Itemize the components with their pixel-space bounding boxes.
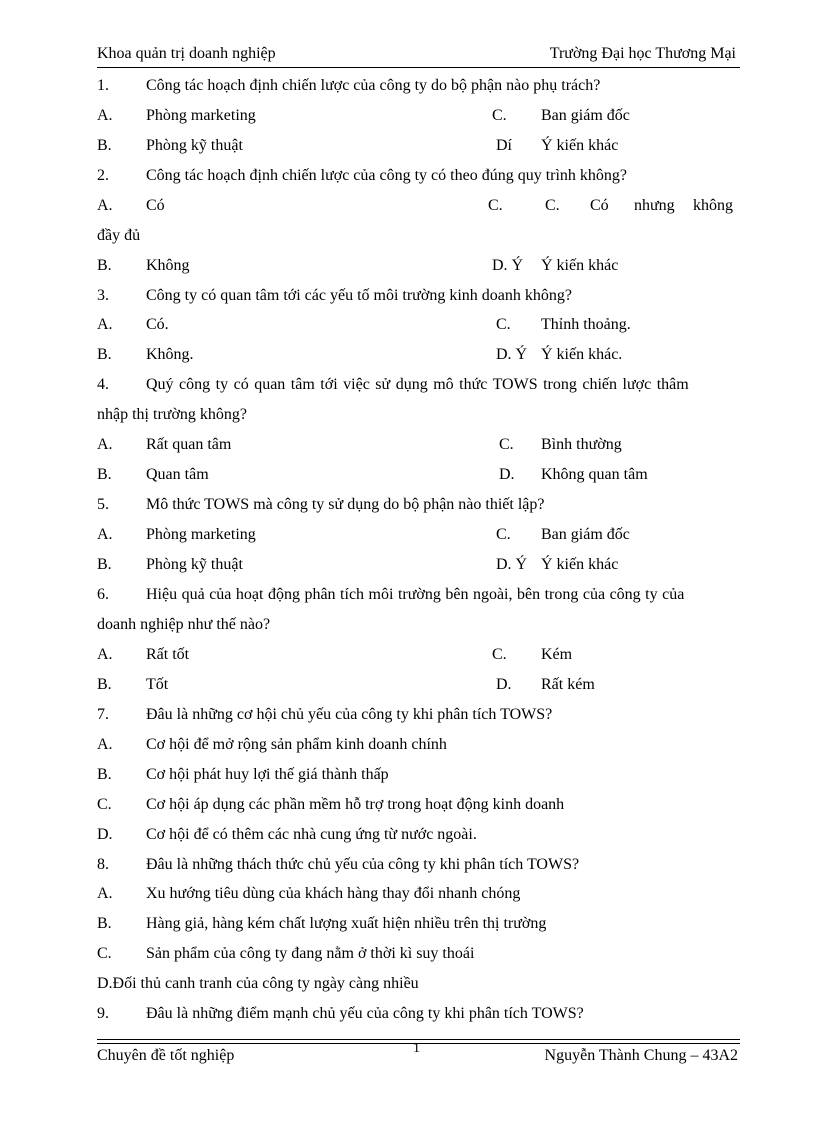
option-text: Kém <box>541 646 573 663</box>
question-number: 1. <box>97 77 109 94</box>
question-number: 4. <box>97 376 109 393</box>
option-text: Bình thường <box>541 436 622 453</box>
question-text: Đâu là những điểm mạnh chủ yếu của công ty khi phân tích TOWS? <box>146 1005 584 1022</box>
option-letter: B. <box>97 676 112 693</box>
option-text: Phòng marketing <box>146 526 256 543</box>
question-text: Mô thức TOWS mà công ty sử dụng do bộ phận nào thiết lập? <box>146 496 545 513</box>
option-text: Cơ hội để mở rộng sản phẩm kinh doanh chính <box>146 736 447 753</box>
option-text: Có. <box>146 316 169 333</box>
option-letter: C. <box>496 526 511 543</box>
option-text: Phòng marketing <box>146 107 256 124</box>
question-continuation: nhập thị trường không? <box>97 406 247 423</box>
question-text: Quý công ty có quan tâm tới việc sử dụng mô thức TOWS trong chiến lược thâm <box>146 376 689 393</box>
question-text: Công tác hoạch định chiến lược của công ty có theo đúng quy trình không? <box>146 167 628 184</box>
option-text: Sản phẩm của công ty đang nằm ở thời kì suy thoái <box>146 945 475 962</box>
footer-rule-top <box>97 1039 740 1040</box>
question-number: 6. <box>97 586 109 603</box>
question-text: Đâu là những cơ hội chủ yếu của công ty khi phân tích TOWS? <box>146 706 553 723</box>
option-letter: D. <box>499 466 515 483</box>
option-letter: B. <box>97 257 112 274</box>
question-text: Đâu là những thách thức chủ yếu của công ty khi phân tích TOWS? <box>146 856 580 873</box>
header-right: Trường Đại học Thương Mại <box>549 45 736 62</box>
question-text: Công tác hoạch định chiến lược của công ty do bộ phận nào phụ trách? <box>146 77 601 94</box>
option-text: không <box>693 197 733 214</box>
option-text: Rất kém <box>541 676 595 693</box>
option-letter: B. <box>97 766 112 783</box>
question-text: Công ty có quan tâm tới các yếu tố môi trường kinh doanh không? <box>146 287 572 304</box>
option-text: Phòng kỹ thuật <box>146 556 243 573</box>
option-letter: D. <box>496 676 512 693</box>
option-letter: A. <box>97 885 113 902</box>
option-text: Có <box>146 197 165 214</box>
option-letter: B. <box>97 556 112 573</box>
question-number: 9. <box>97 1005 109 1022</box>
option-letter: D. <box>97 826 113 843</box>
option-text: Thỉnh thoảng. <box>541 316 631 333</box>
option-text: Rất quan tâm <box>146 436 232 453</box>
option-text: Tốt <box>146 676 169 693</box>
option-letter: C. <box>488 197 503 214</box>
option-letter: B. <box>97 137 112 154</box>
option-letter: A. <box>97 107 113 124</box>
option-text: Ý kiến khác <box>541 556 619 573</box>
option-text: D.Đối thủ canh tranh của công ty ngày càng nhiều <box>97 975 419 992</box>
option-text: Cơ hội áp dụng các phần mềm hỗ trợ trong hoạt động kinh doanh <box>146 796 565 813</box>
option-text: Hàng giả, hàng kém chất lượng xuất hiện nhiều trên thị trường <box>146 915 547 932</box>
option-text: Không. <box>146 346 194 363</box>
option-text: Ý kiến khác <box>541 257 619 274</box>
option-text: Ý kiến khác <box>541 137 619 154</box>
header-left: Khoa quản trị doanh nghiệp <box>97 45 276 62</box>
option-text: Ban giám đốc <box>541 107 630 124</box>
page-number: 1 <box>413 1041 420 1056</box>
option-letter: C. <box>496 316 511 333</box>
option-letter: D. Ý <box>492 257 524 274</box>
question-number: 3. <box>97 287 109 304</box>
option-text: Có <box>590 197 609 214</box>
option-text: Rất tốt <box>146 646 190 663</box>
footer-left: Chuyên đề tốt nghiệp <box>97 1047 235 1064</box>
option-letter: A. <box>97 736 113 753</box>
option-letter: C. <box>97 945 112 962</box>
option-letter: B. <box>97 915 112 932</box>
header-rule <box>97 67 740 68</box>
option-letter: Dí <box>496 137 512 154</box>
question-number: 2. <box>97 167 109 184</box>
question-number: 8. <box>97 856 109 873</box>
option-letter: A. <box>97 436 113 453</box>
option-text: Ý kiến khác. <box>541 346 623 363</box>
question-continuation: doanh nghiệp như thế nào? <box>97 616 271 633</box>
option-letter: A. <box>97 526 113 543</box>
option-letter: C. <box>492 646 507 663</box>
option-letter: C. <box>545 197 560 214</box>
option-letter: D. Ý <box>496 346 528 363</box>
option-text: Xu hướng tiêu dùng của khách hàng thay đổi nhanh chóng <box>146 885 521 902</box>
option-text: Không quan tâm <box>541 466 648 483</box>
option-text: Không <box>146 257 190 274</box>
option-continuation: đầy đủ <box>97 227 141 244</box>
option-letter: B. <box>97 346 112 363</box>
option-text: Cơ hội để có thêm các nhà cung ứng từ nước ngoài. <box>146 826 477 843</box>
option-text: Cơ hội phát huy lợi thế giá thành thấp <box>146 766 389 783</box>
option-text: Ban giám đốc <box>541 526 630 543</box>
option-letter: A. <box>97 316 113 333</box>
question-text: Hiệu quả của hoạt động phân tích môi trường bên ngoài, bên trong của công ty của <box>146 586 685 603</box>
option-letter: C. <box>492 107 507 124</box>
footer-right: Nguyễn Thành Chung – 43A2 <box>544 1047 738 1064</box>
question-number: 5. <box>97 496 109 513</box>
option-letter: A. <box>97 646 113 663</box>
option-letter: B. <box>97 466 112 483</box>
option-letter: C. <box>97 796 112 813</box>
option-text: nhưng <box>634 197 675 214</box>
option-letter: D. Ý <box>496 556 528 573</box>
option-text: Quan tâm <box>146 466 209 483</box>
option-letter: A. <box>97 197 113 214</box>
question-number: 7. <box>97 706 109 723</box>
option-letter: C. <box>499 436 514 453</box>
option-text: Phòng kỹ thuật <box>146 137 243 154</box>
